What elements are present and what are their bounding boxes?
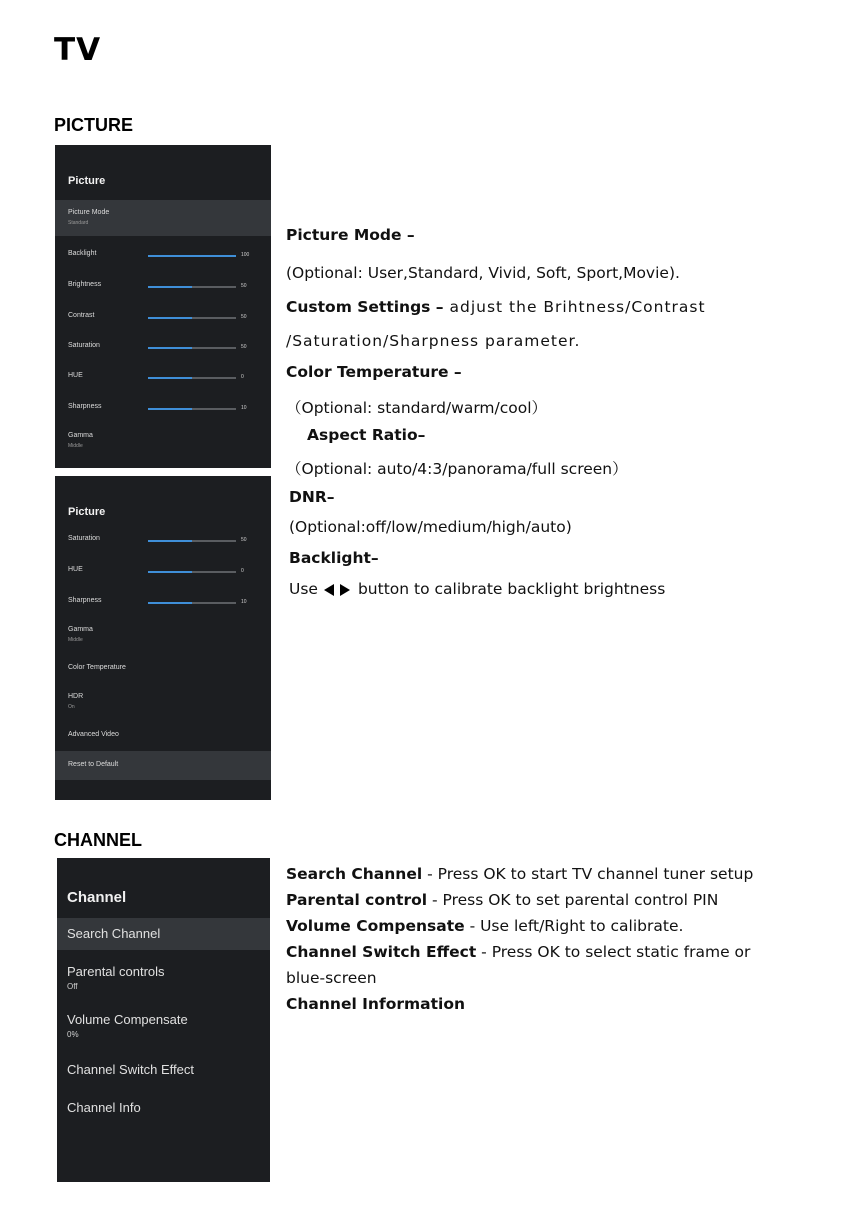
desc-volume-compensate: Volume Compensate - Use left/Right to calibrate. [286, 917, 684, 935]
slider-fill [148, 347, 192, 349]
slider-label: Contrast [68, 312, 95, 319]
desc-color-temperature-options: （Optional: standard/warm/cool） [286, 399, 548, 417]
slider-row-hue[interactable] [55, 367, 271, 387]
slider-label: HUE [68, 566, 83, 573]
slider-track[interactable] [148, 540, 236, 542]
slider-label: HUE [68, 372, 83, 379]
slider-value: 0 [241, 374, 244, 380]
menu-item-picture-mode[interactable] [55, 200, 271, 236]
slider-fill [148, 408, 192, 410]
menu-item-label: Gamma [68, 432, 93, 439]
menu-item-parental-controls[interactable] [57, 962, 270, 998]
slider-value: 10 [241, 599, 247, 605]
menu-item-label: Channel Info [67, 1100, 141, 1115]
desc-channel-information: Channel Information [286, 995, 466, 1013]
menu-item-label: Volume Compensate [67, 1012, 188, 1027]
slider-fill [148, 571, 192, 573]
menu-item-label: Color Temperature [68, 664, 126, 671]
menu-item-value: Off [67, 982, 78, 991]
desc-color-temperature-title: Color Temperature – [286, 363, 462, 381]
menu-item-advanced-video[interactable] [55, 726, 271, 746]
desc-dnr-title: DNR– [289, 488, 335, 506]
slider-track[interactable] [148, 317, 236, 319]
section-heading-channel: CHANNEL [54, 830, 142, 850]
menu-item-label: Parental controls [67, 964, 165, 979]
section-heading-picture: PICTURE [54, 115, 134, 135]
slider-row-contrast[interactable] [55, 307, 271, 327]
menu-item-search-channel[interactable] [57, 918, 270, 950]
picture-menu-panel-scrolled [55, 476, 271, 800]
menu-item-gamma[interactable] [55, 426, 271, 456]
menu-item-label: Picture Mode [68, 209, 110, 216]
slider-row-saturation[interactable] [55, 530, 271, 550]
menu-item-gamma[interactable] [55, 620, 271, 650]
menu-item-value: 0% [67, 1030, 79, 1039]
panel-title: Channel [67, 889, 127, 906]
slider-row-sharpness[interactable] [55, 592, 271, 612]
slider-fill [148, 317, 192, 319]
desc-channel-switch-effect: Channel Switch Effect - Press OK to select static frame or [286, 943, 751, 961]
slider-fill [148, 286, 192, 288]
panel-title: Picture [68, 175, 106, 187]
slider-row-sharpness[interactable] [55, 398, 271, 418]
slider-row-backlight[interactable] [55, 245, 271, 265]
slider-track[interactable] [148, 255, 236, 257]
slider-track[interactable] [148, 602, 236, 604]
desc-parental-control: Parental control - Press OK to set parental control PIN [286, 891, 719, 909]
desc-channel-switch-effect-line2: blue-screen [286, 969, 377, 987]
channel-menu-panel [57, 858, 270, 1182]
menu-item-volume-compensate[interactable] [57, 1010, 270, 1046]
page-title: TV [54, 32, 102, 68]
menu-item-label: Search Channel [67, 926, 161, 941]
slider-row-hue[interactable] [55, 561, 271, 581]
slider-track[interactable] [148, 286, 236, 288]
slider-label: Backlight [68, 250, 97, 257]
slider-value: 10 [241, 405, 247, 411]
slider-label: Sharpness [68, 403, 102, 410]
right-arrow-icon [340, 584, 350, 596]
left-arrow-icon [324, 584, 334, 596]
slider-label: Sharpness [68, 597, 102, 604]
slider-value: 50 [241, 283, 247, 289]
menu-item-label: HDR [68, 693, 84, 700]
menu-item-value: Middle [68, 637, 83, 643]
desc-search-channel: Search Channel - Press OK to start TV channel tuner setup [286, 865, 754, 883]
slider-track[interactable] [148, 571, 236, 573]
desc-custom-settings-line2: /Saturation/Sharpness parameter. [286, 332, 581, 350]
menu-item-color-temperature[interactable] [55, 659, 271, 679]
slider-fill [148, 377, 192, 379]
menu-item-label: Advanced Video [68, 731, 119, 738]
desc-backlight-text: Use button to calibrate backlight brightness [289, 580, 666, 598]
slider-value: 50 [241, 314, 247, 320]
slider-fill [148, 540, 192, 542]
desc-picture-mode-title: Picture Mode – [286, 226, 415, 244]
menu-item-value: Middle [68, 443, 83, 449]
slider-track[interactable] [148, 347, 236, 349]
desc-aspect-ratio-title: Aspect Ratio– [307, 426, 426, 444]
menu-item-label: Reset to Default [68, 761, 119, 768]
slider-label: Saturation [68, 535, 100, 542]
slider-fill [148, 602, 192, 604]
desc-custom-settings: Custom Settings – adjust the Brihtness/Contrast [286, 298, 706, 316]
slider-value: 50 [241, 344, 247, 350]
menu-item-reset-to-default[interactable] [55, 751, 271, 780]
menu-item-channel-switch-effect[interactable] [57, 1060, 270, 1084]
menu-item-hdr[interactable] [55, 687, 271, 717]
menu-item-value: Standard [68, 220, 89, 226]
desc-picture-mode-options: (Optional: User,Standard, Vivid, Soft, Sport,Movie). [286, 264, 680, 282]
desc-backlight-title: Backlight– [289, 549, 379, 567]
menu-item-channel-info[interactable] [57, 1098, 270, 1122]
slider-row-brightness[interactable] [55, 276, 271, 296]
slider-label: Saturation [68, 342, 100, 349]
slider-track[interactable] [148, 377, 236, 379]
slider-fill [148, 255, 236, 257]
slider-value: 100 [241, 252, 250, 258]
slider-row-saturation[interactable] [55, 337, 271, 357]
slider-track[interactable] [148, 408, 236, 410]
desc-dnr-options: (Optional:off/low/medium/high/auto) [289, 518, 572, 536]
slider-label: Brightness [68, 281, 102, 288]
panel-title: Picture [68, 506, 106, 518]
picture-menu-panel [55, 145, 271, 468]
menu-item-label: Gamma [68, 626, 93, 633]
menu-item-label: Channel Switch Effect [67, 1062, 194, 1077]
slider-value: 0 [241, 568, 244, 574]
menu-item-value: On [68, 704, 75, 710]
slider-value: 50 [241, 537, 247, 543]
desc-aspect-ratio-options: （Optional: auto/4:3/panorama/full screen） [286, 460, 628, 478]
